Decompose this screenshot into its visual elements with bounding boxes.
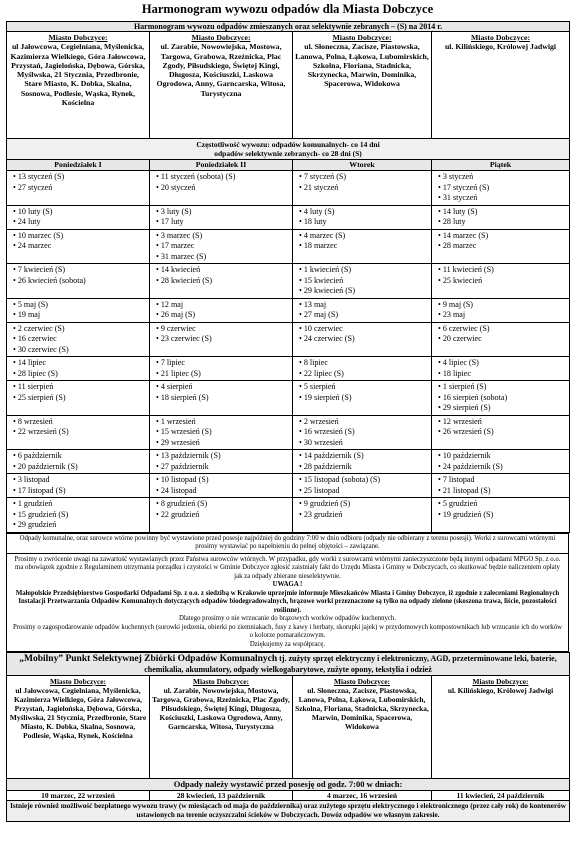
pickup-date: • 13 maj — [299, 300, 429, 311]
schedule-cell — [7, 474, 150, 498]
pickup-date: • 26 maj (S) — [156, 310, 290, 321]
pickup-date: • 4 sierpień — [156, 382, 290, 393]
schedule-cell — [150, 229, 293, 264]
pickup-date: • 4 luty (S) — [299, 207, 429, 218]
pickup-date: • 20 czerwiec — [438, 334, 567, 345]
schedule-cell — [432, 498, 570, 533]
notes-table — [6, 533, 569, 653]
pickup-date: • 6 czerwiec (S) — [438, 324, 567, 335]
pickup-date: • 19 sierpień (S) — [299, 393, 429, 404]
month-row — [7, 357, 570, 381]
area-streets: ul. Kilińskiego, Królowej Jadwigi — [447, 686, 554, 695]
pszok-title-rest: tj. zużyty sprzęt elektryczny i elektroniczny, AGD, przeterminowane leki, baterie, chemikalia, akumulatory, odpady wielkogabarytowe, zużyte opony, tekstylia i odzież — [144, 654, 557, 674]
schedule-cell — [293, 450, 432, 474]
pickup-date: • 2 wrzesień — [299, 417, 429, 428]
schedule-cell — [432, 171, 570, 206]
schedule-cell — [7, 450, 150, 474]
pickup-date: • 11 kwiecień (S) — [438, 265, 567, 276]
month-row — [7, 498, 570, 533]
schedule-cell — [432, 450, 570, 474]
pickup-date: • 8 grudzień (S) — [156, 499, 290, 510]
pickup-date: • 10 luty (S) — [13, 207, 147, 218]
schedule-cell — [150, 381, 293, 416]
pickup-date: • 10 listopad (S) — [156, 475, 290, 486]
area-cell — [150, 32, 293, 139]
schedule-cell — [7, 498, 150, 533]
month-row — [7, 229, 570, 264]
pickup-date: • 15 grudzień (S) — [13, 510, 147, 521]
area-heading: Miasto Dobczyce: — [49, 677, 107, 686]
schedule-cell — [7, 264, 150, 299]
pickup-date: • 22 wrzesień (S) — [13, 427, 147, 438]
pszok-title-main: „Mobilny” Punkt Selektywnej Zbiórki Odpadów Komunalnych — [19, 654, 278, 664]
pickup-date: • 25 sierpień (S) — [13, 393, 147, 404]
schedule-header: Harmonogram wywozu odpadów zmieszanych oraz selektywnie zebranych – (S) na 2014 r. — [7, 22, 570, 32]
schedule-cell — [7, 205, 150, 229]
note-uwaga: UWAGA ! — [272, 581, 303, 588]
pickup-date: • 24 luty — [13, 217, 147, 228]
schedule-cell — [293, 205, 432, 229]
schedule-cell — [293, 229, 432, 264]
month-row — [7, 474, 570, 498]
pickup-date: • 23 czerwiec (S) — [156, 334, 290, 345]
month-row — [7, 205, 570, 229]
schedule-cell — [150, 450, 293, 474]
pickup-date: • 30 wrzesień — [299, 438, 429, 449]
pickup-date: • 17 listopad (S) — [13, 486, 147, 497]
note-compost: Prosimy o zagospodarowanie odpadów kuchennych (surowki jedzenia, obierki po ziemniakach, fusy z kawy i herbaty, skorupki jajek) w przydomowych kompostownikach lub wrzucanie ich do worków o kolorze pomarańczowym. — [12, 623, 563, 639]
month-row — [7, 298, 570, 322]
area-heading: Miasto Dobczyce: — [192, 677, 250, 686]
area-heading: Miasto Dobczyce: — [332, 33, 392, 42]
pickup-date: • 13 październik (S) — [156, 451, 290, 462]
schedule-cell — [293, 415, 432, 450]
area-streets: ul. Słoneczna, Zacisze, Piastowska, Lanowa, Polna, Łąkowa, Lubomirskich, Szkolna, Floriana, Stadnicka, Skrzynecka, Marwin, Dominika, Spacerowa, Widokowa — [295, 686, 429, 731]
pickup-date: • 5 sierpień — [299, 382, 429, 393]
pickup-date: • 27 maj (S) — [299, 310, 429, 321]
pickup-date: • 29 grudzień — [13, 520, 147, 531]
pickup-date: • 14 październik (S) — [299, 451, 429, 462]
pszok-title — [7, 653, 570, 676]
pickup-date: • 13 styczeń (S) — [13, 172, 147, 183]
pickup-date: • 9 czerwiec — [156, 324, 290, 335]
pickup-date: • 9 grudzień (S) — [299, 499, 429, 510]
schedule-cell — [150, 264, 293, 299]
schedule-cell — [432, 381, 570, 416]
pickup-date: • 6 październik — [13, 451, 147, 462]
pickup-date: • 18 sierpień (S) — [156, 393, 290, 404]
area-streets: ul. Kilińskiego, Królowej Jadwigi — [444, 42, 557, 52]
month-row — [7, 381, 570, 416]
day-header: Wtorek — [293, 160, 432, 171]
day-header: Piątek — [432, 160, 570, 171]
month-rows — [7, 171, 570, 533]
schedule-table — [6, 21, 570, 533]
pickup-date: • 1 grudzień — [13, 499, 147, 510]
pickup-date: • 16 sierpień (sobota) — [438, 393, 567, 404]
pickup-date: • 15 kwiecień — [299, 276, 429, 287]
schedule-cell — [150, 357, 293, 381]
frequency-line: Częstotliwość wywozu: odpadów komunalnych- co 14 dni — [196, 140, 380, 149]
pickup-date: • 23 maj — [438, 310, 567, 321]
schedule-cell — [7, 381, 150, 416]
pickup-date: • 5 grudzień — [438, 499, 567, 510]
pickup-date: • 5 maj (S) — [13, 300, 147, 311]
pickup-date: • 31 marzec (S) — [156, 252, 290, 263]
schedule-cell — [432, 415, 570, 450]
day-header: Poniedziałek I — [7, 160, 150, 171]
note-no-kitchen: Dlatego prosimy o nie wrzucanie do brązowych worków odpadów kuchennych. — [178, 615, 397, 622]
page — [6, 0, 569, 822]
pszok-area-cell — [293, 676, 432, 779]
schedule-cell — [293, 298, 432, 322]
pszok-table — [6, 652, 570, 822]
pickup-date: • 19 grudzień (S) — [438, 510, 567, 521]
pickup-date: • 27 październik — [156, 462, 290, 473]
schedule-cell — [432, 298, 570, 322]
schedule-cell — [150, 298, 293, 322]
pickup-date: • 18 lipiec — [438, 369, 567, 380]
pickup-date: • 10 październik — [438, 451, 567, 462]
area-streets: ul. Słoneczna, Zacisze, Piastowska, Lanowa, Polna, Łąkowa, Lubomirskich, Szkolna, Floriana, Stadnicka, Skrzynecka, Marwin, Dominika, Spacerowa, Widokowa — [295, 42, 429, 89]
note-deadline: Odpady komunalne, oraz surowce wtórne powinny być wystawione przed posesje najpóźniej do godziny 7:00 w dniu odbioru (odpady nie odbierany z terenu posesji). Worki z surowcami wtórnymi prosimy wystawiać po napełnieniu do pełnej objętości – zawiązane. — [7, 533, 569, 553]
pickup-date: • 1 sierpień (S) — [438, 382, 567, 393]
pickup-date: • 14 luty (S) — [438, 207, 567, 218]
area-cell — [293, 32, 432, 139]
schedule-cell — [293, 498, 432, 533]
pickup-date: • 19 maj — [13, 310, 147, 321]
area-cell — [432, 32, 570, 139]
pickup-date: • 14 kwiecień — [156, 265, 290, 276]
pickup-date: • 10 czerwiec — [299, 324, 429, 335]
schedule-cell — [293, 381, 432, 416]
pickup-date: • 28 marzec — [438, 241, 567, 252]
area-streets: ul Jałowcowa, Cegielniana, Myślenicka, Kazimierza Wielkiego, Góra Jałowcowa, Przystań, Jagielońska, Dębowa, Górska, Myślwska, 21 Stycznia, Przedbronie, Stare Miasto, K. Dobka, Skalna, Sosnowa, Podlesie, Wąska, Rynek, Kościelna — [10, 42, 146, 108]
pickup-date: • 18 luty — [299, 217, 429, 228]
pickup-date: • 7 kwiecień (S) — [13, 265, 147, 276]
schedule-cell — [7, 322, 150, 357]
pickup-date: • 8 lipiec — [299, 358, 429, 369]
schedule-cell — [432, 357, 570, 381]
pickup-date: • 3 styczeń — [438, 172, 567, 183]
pickup-date: • 9 maj (S) — [438, 300, 567, 311]
pickup-date: • 29 kwiecień (S) — [299, 286, 429, 297]
pickup-date: • 26 kwiecień (sobota) — [13, 276, 147, 287]
pickup-date: • 24 czerwiec (S) — [299, 334, 429, 345]
pickup-date: • 8 wrzesień — [13, 417, 147, 428]
pickup-date: • 4 lipiec (S) — [438, 358, 567, 369]
pickup-date: • 7 listopad — [438, 475, 567, 486]
pickup-date: • 15 wrzesień (S) — [156, 427, 290, 438]
schedule-cell — [432, 229, 570, 264]
page-title: Harmonogram wywozu odpadów dla Miasta Dobczyce — [141, 2, 434, 16]
pickup-date: • 3 marzec (S) — [156, 231, 290, 242]
pickup-date: • 28 październik — [299, 462, 429, 473]
pickup-date: • 17 luty — [156, 217, 290, 228]
pickup-date: • 4 marzec (S) — [299, 231, 429, 242]
day-header: Poniedziałek II — [150, 160, 293, 171]
area-heading: Miasto Dobczyce: — [48, 33, 108, 42]
areas-row — [7, 32, 570, 139]
pickup-date: • 29 wrzesień — [156, 438, 290, 449]
final-note: Istnieje również możliwość bezpłatnego wywozu trawy (w miesiącach od maja do października) oraz zużytego sprzętu elektrycznego i elektronicznego (przez cały rok) do kontenerów ustawionych na terenie oczyszczalni ścieków w Dobczycach. Dowóz odpadów we własnym zakresie. — [7, 801, 570, 822]
area-heading: Miasto Dobczyce: — [470, 33, 531, 42]
month-row — [7, 171, 570, 206]
pszok-date: 10 marzec, 22 wrzesień — [7, 791, 150, 801]
pszok-dates-header: Odpady należy wystawić przed posesję od godz. 7:00 w dniach: — [7, 779, 570, 791]
pickup-date: • 24 październik (S) — [438, 462, 567, 473]
note-contamination: Prosimy o zwrócenie uwagi na zawartość wystawianych przez Państwa surowców wtórnych. W przypadku, gdy worki z surowcami wtórnymi zanieczyszczone będą innymi odpadami MPGO Sp. z o.o. ma obowiązek zgodnie z Regulaminem utrzymania porządku i czystości w Gminie Dobczyce zgłosić zaistniały fakt do Urzędu Miasta i Gminy w Dobczycach, co skutkować będzie naliczeniem opłaty jak za odpady zbierane nieselektywnie. — [14, 555, 561, 580]
pickup-date: • 16 wrzesień (S) — [299, 427, 429, 438]
pickup-date: • 10 marzec (S) — [13, 231, 147, 242]
pickup-date: • 1 wrzesień — [156, 417, 290, 428]
pickup-date: • 18 marzec — [299, 241, 429, 252]
schedule-cell — [293, 474, 432, 498]
area-streets: ul. Zarabie, Nowowiejska, Mostowa, Targowa, Grabowa, Rzeźnicka, Plac Zgody, Piłsudskiego, Świętej Kingi, Długosza, Kościuszki, Laskowa Ogrodowa, Anny, Garncarska, Witosa, Turystyczna — [156, 42, 286, 98]
pickup-date: • 24 marzec — [13, 241, 147, 252]
month-row — [7, 322, 570, 357]
pickup-date: • 16 czerwiec — [13, 334, 147, 345]
pickup-date: • 29 sierpień (S) — [438, 403, 567, 414]
pickup-date: • 23 grudzień — [299, 510, 429, 521]
pickup-date: • 7 lipiec — [156, 358, 290, 369]
month-row — [7, 415, 570, 450]
schedule-cell — [293, 264, 432, 299]
pickup-date: • 17 styczeń (S) — [438, 183, 567, 194]
pickup-date: • 15 listopad (sobota) (S) — [299, 475, 429, 486]
schedule-cell — [7, 171, 150, 206]
pickup-date: • 2 czerwiec (S) — [13, 324, 147, 335]
pickup-date: • 28 kwiecień (S) — [156, 276, 290, 287]
pickup-date: • 7 styczeń (S) — [299, 172, 429, 183]
schedule-cell — [7, 298, 150, 322]
schedule-cell — [150, 205, 293, 229]
pickup-date: • 20 styczeń — [156, 183, 290, 194]
pickup-date: • 1 kwiecień (S) — [299, 265, 429, 276]
pickup-date: • 17 marzec — [156, 241, 290, 252]
pickup-date: • 27 styczeń — [13, 183, 147, 194]
area-streets: ul. Zarabie, Nowowiejska, Mostowa, Targowa, Grabowa, Rzeźnicka, Plac Zgody, Piłsudskiego, Świętej Kingi, Długosza, Kościuszki, Laskowa Ogrodowa, Anny, Garncarska, Witosa, Turystyczna — [152, 686, 290, 731]
pickup-date: • 31 styczeń — [438, 193, 567, 204]
notes-block — [7, 553, 569, 652]
area-heading: Miasto Dobczyce: — [191, 33, 251, 42]
month-row — [7, 450, 570, 474]
pickup-date: • 12 maj — [156, 300, 290, 311]
pszok-date: 28 kwiecień, 13 październik — [150, 791, 293, 801]
schedule-cell — [432, 264, 570, 299]
area-streets: ul Jałowcowa, Cegielniana, Myślenicka, Kazimierza Wielkiego, Góra Jałowcowa, Przystań, Jagielońska, Dębowa, Górska, Myśliwska, 21 Stycznia, Przedbronie, Stare Miasto, K. Dobka, Skalna, Sosnowa, Podlesie, Wąska, Rynek, Kościelna — [9, 686, 147, 740]
pickup-date: • 21 lipiec (S) — [156, 369, 290, 380]
schedule-cell — [150, 415, 293, 450]
schedule-cell — [7, 415, 150, 450]
area-heading: Miasto Dobczyce: — [333, 677, 391, 686]
note-brown-bags: Małopolskie Przedsiębiorstwo Gospodarki Odpadami Sp. z o.o. z siedzibą w Krakowie uprzejmie informuje Mieszkańców Miasta i Gminy Dobczyce, iż zgodnie z zaleceniami Regionalnych Instalacji Przetwarzania Odpadów Komunalnych dotyczących odpadów biodegradowalnych, brązowe worki przeznaczone są tylko na odpady zielone (skoszona trawa, liście, pozostałości roślinne). — [15, 589, 560, 614]
pickup-date: • 25 kwiecień — [438, 276, 567, 287]
pickup-date: • 22 lipiec (S) — [299, 369, 429, 380]
pickup-date: • 12 wrzesień — [438, 417, 567, 428]
pickup-date: • 26 wrzesień (S) — [438, 427, 567, 438]
pszok-date: 4 marzec, 16 wrzesień — [293, 791, 432, 801]
schedule-cell — [150, 498, 293, 533]
schedule-cell — [150, 171, 293, 206]
pszok-area-cell — [150, 676, 293, 779]
note-thanks: Dziękujemy za współpracę. — [249, 640, 326, 648]
schedule-cell — [293, 357, 432, 381]
schedule-cell — [293, 171, 432, 206]
pickup-date: • 28 luty — [438, 217, 567, 228]
schedule-cell — [7, 229, 150, 264]
pszok-date: 11 kwiecień, 24 październik — [432, 791, 570, 801]
pickup-date: • 21 styczeń — [299, 183, 429, 194]
month-row — [7, 264, 570, 299]
pickup-date: • 3 luty (S) — [156, 207, 290, 218]
pickup-date: • 11 styczeń (sobota) (S) — [156, 172, 290, 183]
pickup-date: • 28 lipiec (S) — [13, 369, 147, 380]
pszok-area-cell — [432, 676, 570, 779]
schedule-cell — [432, 322, 570, 357]
schedule-cell — [432, 205, 570, 229]
pickup-date: • 14 lipiec — [13, 358, 147, 369]
pickup-date: • 11 sierpień — [13, 382, 147, 393]
pszok-area-cell — [7, 676, 150, 779]
pickup-date: • 20 październik (S) — [13, 462, 147, 473]
area-heading: Miasto Dobczyce: — [472, 677, 529, 686]
schedule-cell — [150, 322, 293, 357]
schedule-cell — [432, 474, 570, 498]
pickup-date: • 25 listopad — [299, 486, 429, 497]
schedule-cell — [7, 357, 150, 381]
schedule-cell — [150, 474, 293, 498]
pickup-date: • 22 grudzień — [156, 510, 290, 521]
pickup-date: • 24 listopad — [156, 486, 290, 497]
frequency-line: odpadów selektywnie zebranych- co 28 dni (S) — [214, 149, 362, 158]
pickup-date: • 14 marzec (S) — [438, 231, 567, 242]
pickup-date: • 3 listopad — [13, 475, 147, 486]
schedule-cell — [293, 322, 432, 357]
area-cell — [7, 32, 150, 139]
pickup-date: • 30 czerwiec (S) — [13, 345, 147, 356]
pickup-date: • 21 listopad (S) — [438, 486, 567, 497]
frequency-info — [7, 139, 570, 160]
